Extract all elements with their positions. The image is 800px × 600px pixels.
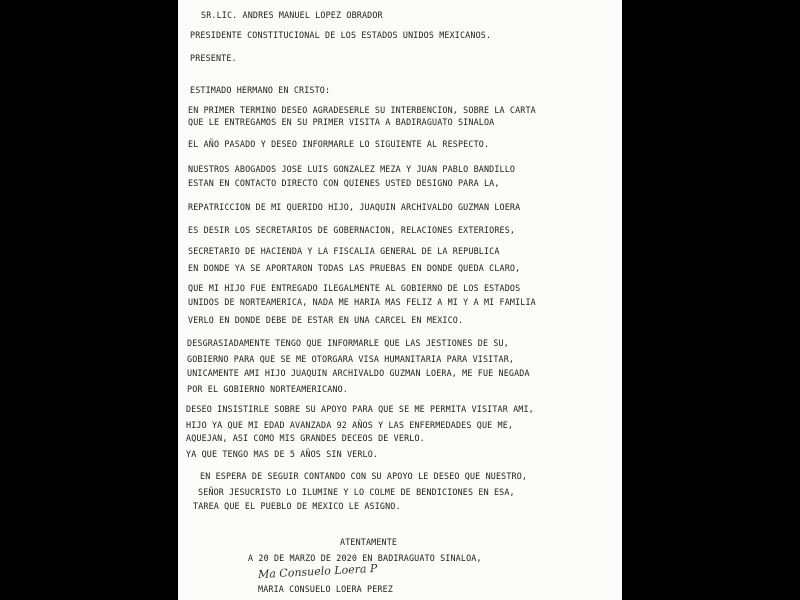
body-line: QUE MI HIJO FUE ENTREGADO ILEGALMENTE AL GOBIERNO DE LOS ESTADOS (188, 283, 521, 293)
greeting: ESTIMADO HERMANO EN CRISTO: (190, 85, 331, 95)
signature-handwritten: Ma Consuelo Loera P (257, 561, 378, 582)
body-line: YA QUE TENGO MAS DE 5 AÑOS SIN VERLO. (186, 449, 379, 459)
signer-name: MARIA CONSUELO LOERA PEREZ (258, 584, 393, 594)
body-line: VERLO EN DONDE DEBE DE ESTAR EN UNA CARCEL EN MEXICO. (188, 315, 464, 325)
body-line: SEÑOR JESUCRISTO LO ILUMINE Y LO COLME DE BENDICIONES EN ESA, (198, 487, 515, 497)
body-line: HIJO YA QUE MI EDAD AVANZADA 92 AÑOS Y LAS ENFERMEDADES QUE ME, (186, 420, 514, 430)
recipient-title: PRESIDENTE CONSTITUCIONAL DE LOS ESTADOS UNIDOS MEXICANOS. (190, 30, 492, 40)
body-line: ES DESIR LOS SECRETARIOS DE GOBERNACION, RELACIONES EXTERIORES, (188, 225, 516, 235)
presente: PRESENTE. (190, 53, 237, 63)
body-line: EN ESPERA DE SEGUIR CONTANDO CON SU APOYO LE DESEO QUE NUESTRO, (200, 471, 528, 481)
letter-page (178, 0, 622, 600)
body-line: EN DONDE YA SE APORTARON TODAS LAS PRUEBAS EN DONDE QUEDA CLARO, (188, 263, 521, 273)
recipient-name: SR.LIC. ANDRES MANUEL LOPEZ OBRADOR (201, 10, 383, 20)
body-line: QUE LE ENTREGAMOS EN SU PRIMER VISITA A BADIRAGUATO SINALOA (188, 117, 495, 127)
date-line: A 20 DE MARZO DE 2020 EN BADIRAGUATO SINALOA, (248, 553, 482, 563)
body-line: UNICAMENTE AMI HIJO JUAQUIN ARCHIVALDO GUZMAN LOERA, ME FUE NEGADA (187, 368, 530, 378)
body-line: EN PRIMER TERMINO DESEO AGRADESERLE SU INTERBENCION, SOBRE LA CARTA (188, 105, 536, 115)
body-line: EL AÑO PASADO Y DESEO INFORMARLE LO SIGUIENTE AL RESPECTO. (188, 139, 490, 149)
body-line: NUESTROS ABOGADOS JOSE LUIS GONZALEZ MEZA Y JUAN PABLO BANDILLO (188, 164, 516, 174)
body-line: AQUEJAN, ASI COMO MIS GRANDES DECEOS DE VERLO. (186, 433, 425, 443)
body-line: UNIDOS DE NORTEAMERICA, NADA ME HARIA MAS FELIZ A MI Y A MI FAMILIA (188, 297, 536, 307)
body-line: TAREA QUE EL PUEBLO DE MEXICO LE ASIGNO. (193, 501, 401, 511)
body-line: SECRETARIO DE HACIENDA Y LA FISCALIA GENERAL DE LA REPUBLICA (188, 246, 500, 256)
body-line: REPATRICCION DE MI QUERIDO HIJO, JUAQUIN ARCHIVALDO GUZMAN LOERA (188, 202, 521, 212)
body-line: POR EL GOBIERNO NORTEAMERICANO. (187, 384, 348, 394)
body-line: DESGRASIADAMENTE TENGO QUE INFORMARLE QUE LAS JESTIONES DE SU, (187, 338, 509, 348)
closing: ATENTAMENTE (340, 537, 398, 547)
body-line: ESTAN EN CONTACTO DIRECTO CON QUIENES USTED DESIGNO PARA LA, (188, 178, 500, 188)
body-line: DESEO INSISTIRLE SOBRE SU APOYO PARA QUE SE ME PERMITA VISITAR AMI, (186, 404, 534, 414)
body-line: GOBIERNO PARA QUE SE ME OTORGARA VISA HUMANITARIA PARA VISITAR, (187, 354, 515, 364)
